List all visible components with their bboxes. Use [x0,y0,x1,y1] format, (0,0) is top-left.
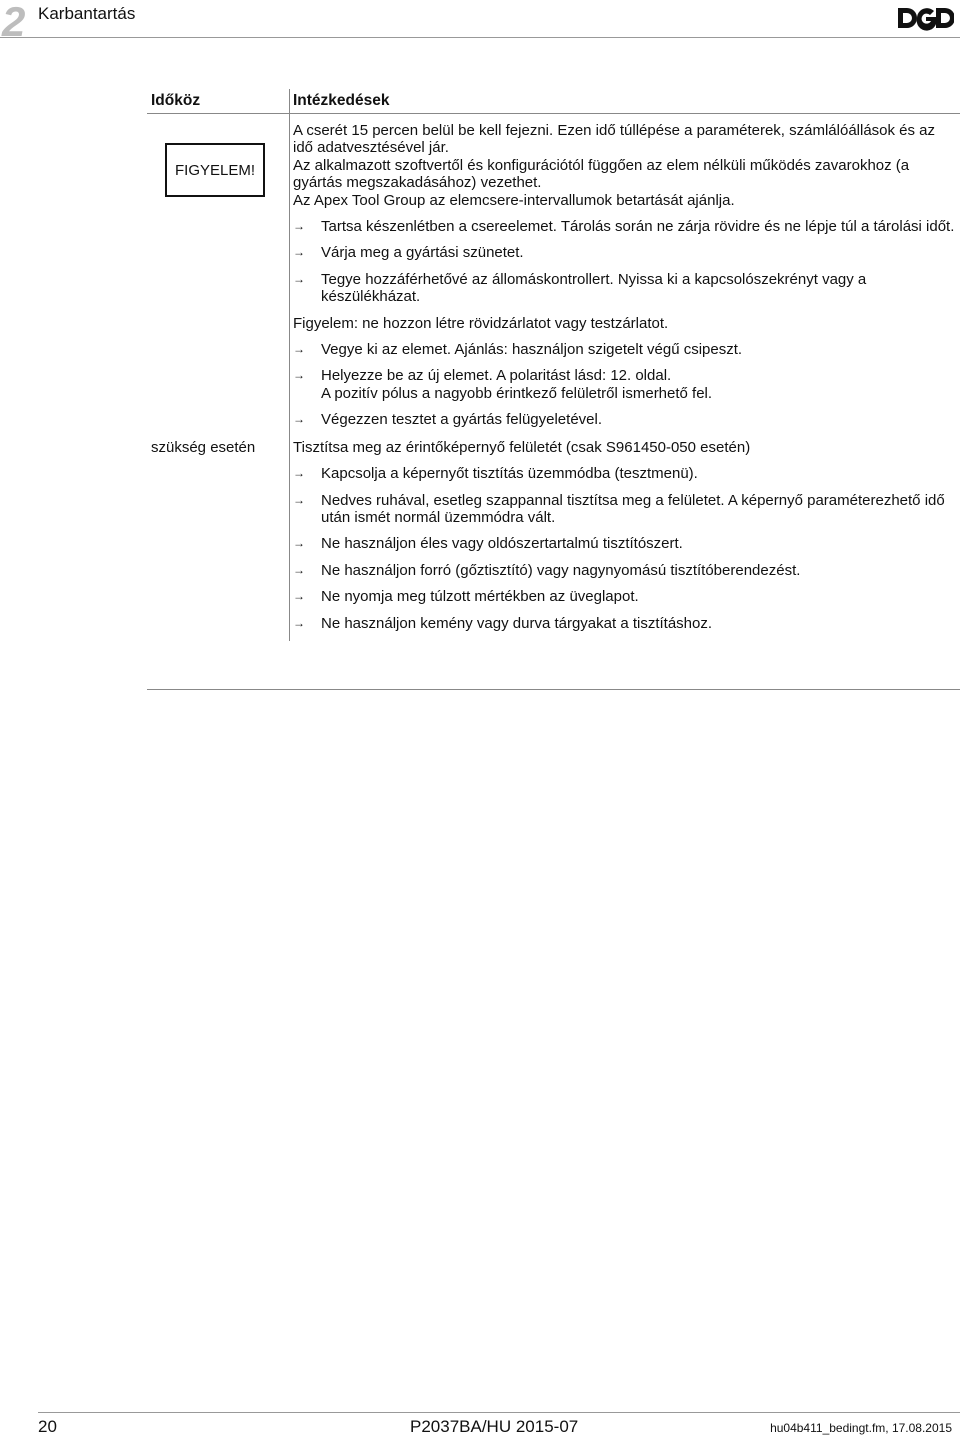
table-bottom-rule [147,689,960,690]
arrow-icon: → [293,412,305,427]
interval-label: szükség esetén [151,438,256,456]
list-item: → Helyezze be az új elemet. A polaritást lásd: 12. oldal. A pozitív pólus a nagyobb érintkező felületről ismerhető fel. [293,367,713,402]
table-header-row [147,89,960,114]
arrow-icon: → [293,492,305,507]
chapter-number: 2 [2,0,26,45]
list-item: → Várja meg a gyártási szünetet. [293,244,524,262]
warning-text: Figyelem: ne hozzon létre rövidzárlatot vagy testzárlatot. [293,314,669,332]
arrow-icon: → [293,368,305,383]
list-item: → Tegye hozzáférhetővé az állomáskontrollert. Nyissa ki a kapcsolószekrényt vagy a készülékházat. [293,270,867,306]
header-divider [0,37,960,38]
table-row-battery [147,114,960,429]
chapter-title: Karbantartás [38,4,136,23]
table-row-cleaning [147,429,960,632]
maintenance-table [147,89,960,641]
list-item: → Ne használjon forró (gőztisztító) vagy nagynyomású tisztítóberendezést. [293,561,801,579]
list-item: → Nedves ruhával, esetleg szappannal tisztítsa meg a felületet. A képernyő paraméterezhető idő után ismét normál üzemmódra vált. [293,491,945,526]
paragraph: Tisztítsa meg az érintőképernyő felületét (csak S961450-050 esetén) [293,438,751,456]
arrow-icon: → [293,342,305,357]
header-interval: Időköz [151,92,201,109]
arrow-icon: → [293,536,305,551]
file-info: hu04b411_bedingt.fm, 17.08.2015 [770,1421,952,1435]
brand-logo [896,5,954,31]
arrow-icon: → [293,466,305,481]
arrow-icon: → [293,562,305,577]
paragraph: Az alkalmazott szoftvertől és konfigurációtól függően az elem nélküli működés zavarokhoz (a gyártás megszakadásához) vezethet. [293,156,910,192]
list-item: → Kapcsolja a képernyőt tisztítás üzemmódba (tesztmenü). [293,465,698,483]
document-id: P2037BA/HU 2015-07 [410,1417,579,1436]
arrow-icon: → [293,615,305,630]
arrow-icon: → [293,271,305,286]
list-item: → Végezzen tesztet a gyártás felügyeletével. [293,411,603,429]
notice-label: FIGYELEM! [165,143,265,197]
arrow-icon: → [293,589,305,604]
actions-cell [293,122,960,429]
list-item: → Ne használjon éles vagy oldószertartalmú tisztítószert. [293,535,683,553]
list-item: → Vegye ki az elemet. Ajánlás: használjon szigetelt végű csipeszt. [293,341,743,359]
arrow-icon: → [293,219,305,234]
list-item: → Ne használjon kemény vagy durva tárgyakat a tisztításhoz. [293,614,713,632]
list-item: → Tartsa készenlétben a csereelemet. Tárolás során ne zárja rövidre és ne lépje túl a tárolási időt. [293,218,955,236]
page-number: 20 [38,1417,57,1436]
header-actions: Intézkedések [293,92,390,109]
list-item: → Ne nyomja meg túlzott mértékben az üveglapot. [293,588,639,606]
footer-divider [38,1412,960,1413]
arrow-icon: → [293,245,305,260]
actions-cell [293,439,960,632]
paragraph: Az Apex Tool Group az elemcsere-intervallumok betartását ajánlja. [293,191,735,209]
paragraph: A cserét 15 percen belül be kell fejezni. Ezen idő túllépése a paraméterek, számlálóállások és az idő adatvesztésével jár. [293,122,936,157]
